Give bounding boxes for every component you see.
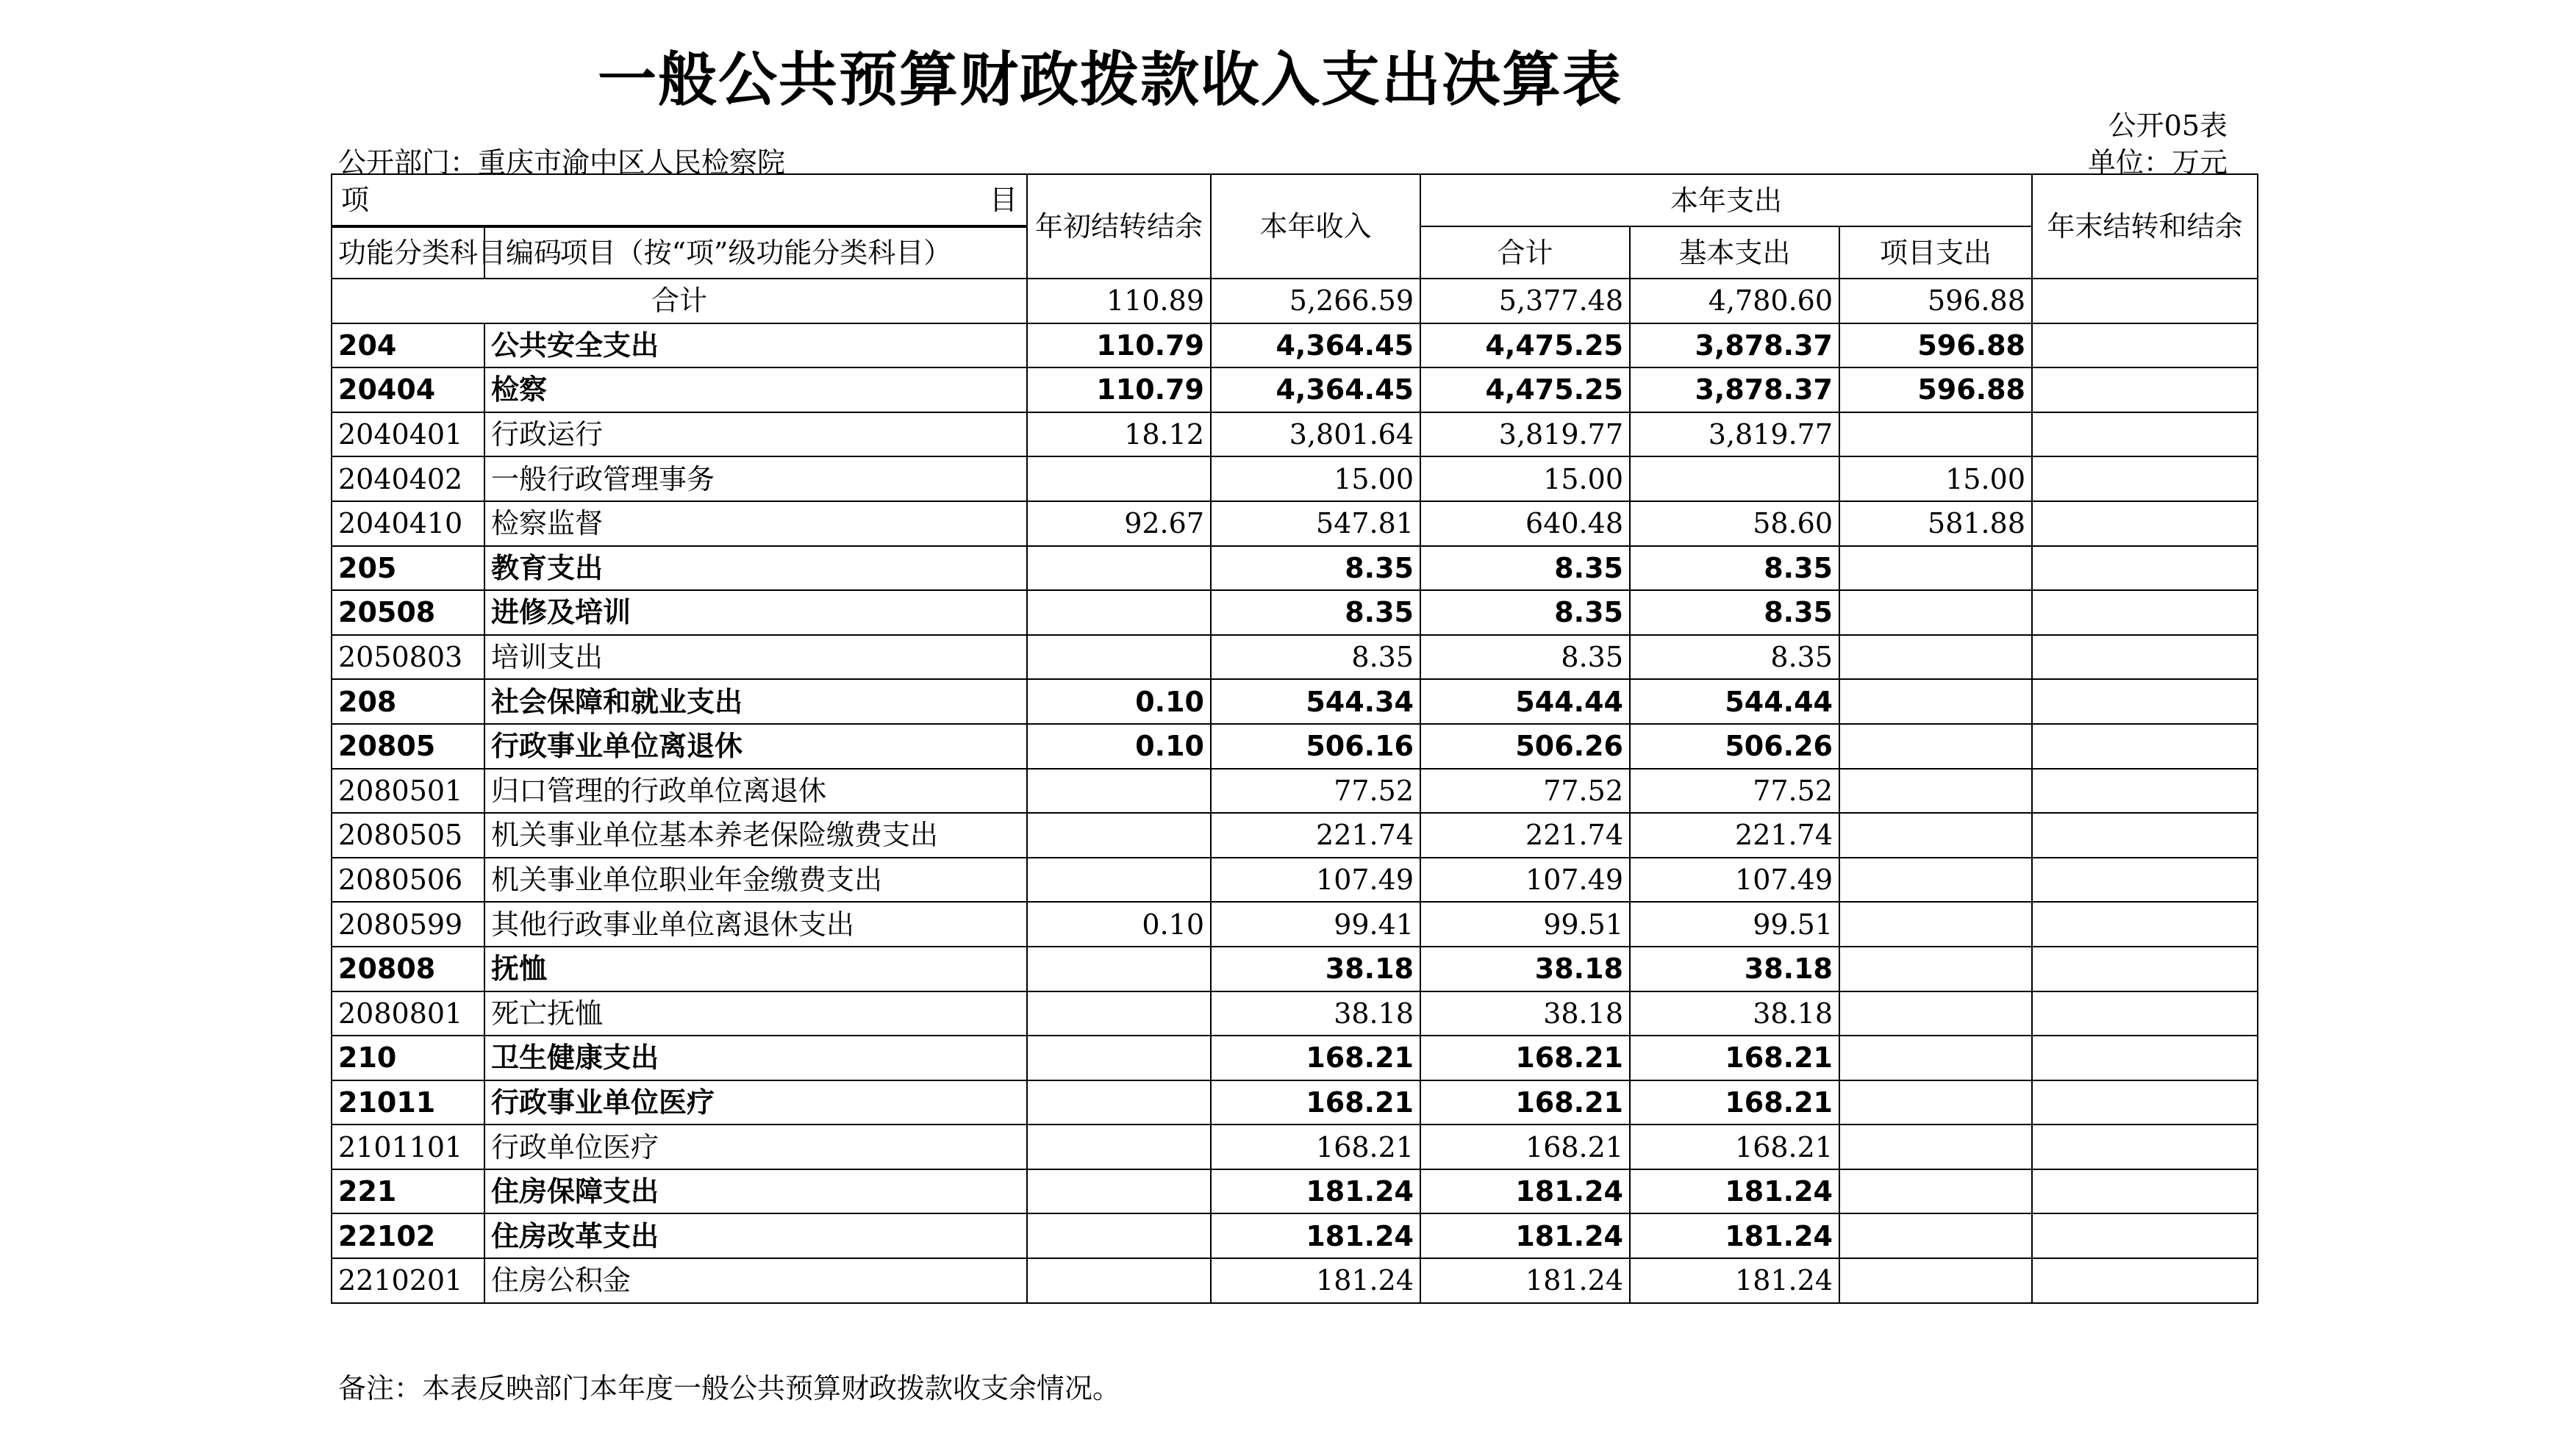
row-name: 住房公积金 [484, 1258, 1027, 1303]
row-end [2032, 724, 2258, 769]
row-project [1839, 546, 2032, 591]
row-total: 168.21 [1420, 1124, 1630, 1169]
row-total: 4,475.25 [1420, 323, 1630, 368]
row-total: 168.21 [1420, 1036, 1630, 1080]
row-end [2032, 1124, 2258, 1169]
header-end-balance: 年末结转和结余 [2032, 174, 2258, 279]
row-code: 2080599 [332, 902, 484, 947]
header-begin-balance: 年初结转结余 [1027, 174, 1211, 279]
row-basic: 8.35 [1630, 546, 1839, 591]
row-end [2032, 902, 2258, 947]
row-income: 506.16 [1211, 724, 1420, 769]
row-basic: 8.35 [1630, 635, 1839, 680]
row-begin [1027, 456, 1211, 501]
row-begin: 0.10 [1027, 902, 1211, 947]
table-row [332, 991, 2258, 1036]
row-basic: 77.52 [1630, 769, 1839, 814]
row-project [1839, 1213, 2032, 1258]
row-project: 15.00 [1839, 456, 2032, 501]
row-name: 培训支出 [484, 635, 1027, 680]
row-basic: 181.24 [1630, 1169, 1839, 1214]
row-basic: 3,878.37 [1630, 367, 1839, 412]
row-total: 181.24 [1420, 1213, 1630, 1258]
row-income: 181.24 [1211, 1213, 1420, 1258]
header-basic: 基本支出 [1630, 226, 1839, 279]
row-end [2032, 991, 2258, 1036]
total-row [332, 279, 2258, 323]
row-name: 死亡抚恤 [484, 991, 1027, 1036]
row-begin [1027, 947, 1211, 991]
row-end [2032, 546, 2258, 591]
row-total: 107.49 [1420, 858, 1630, 903]
row-income: 544.34 [1211, 679, 1420, 724]
row-end [2032, 769, 2258, 814]
row-project [1839, 1169, 2032, 1214]
row-code: 20808 [332, 947, 484, 991]
row-project [1839, 1080, 2032, 1125]
row-begin: 0.10 [1027, 679, 1211, 724]
row-income: 168.21 [1211, 1036, 1420, 1080]
row-begin [1027, 1080, 1211, 1125]
row-code: 204 [332, 323, 484, 368]
row-begin [1027, 546, 1211, 591]
row-basic: 99.51 [1630, 902, 1839, 947]
row-begin [1027, 1124, 1211, 1169]
table-row [332, 858, 2258, 903]
row-project [1839, 813, 2032, 858]
table-row [332, 590, 2258, 635]
row-basic: 168.21 [1630, 1036, 1839, 1080]
table-row [332, 412, 2258, 457]
row-income: 3,801.64 [1211, 412, 1420, 457]
row-end [2032, 635, 2258, 680]
row-project [1839, 769, 2032, 814]
row-code: 208 [332, 679, 484, 724]
row-code: 20404 [332, 367, 484, 412]
row-end [2032, 679, 2258, 724]
department-label: 公开部门：重庆市渝中区人民检察院 [338, 146, 786, 179]
budget-table [331, 173, 2258, 1304]
row-begin [1027, 635, 1211, 680]
row-total: 506.26 [1420, 724, 1630, 769]
row-basic: 3,878.37 [1630, 323, 1839, 368]
row-code: 21011 [332, 1080, 484, 1125]
row-begin [1027, 1213, 1211, 1258]
table-row [332, 1036, 2258, 1080]
row-begin [1027, 858, 1211, 903]
row-basic: 58.60 [1630, 501, 1839, 546]
row-code: 20805 [332, 724, 484, 769]
page-title: 一般公共预算财政拨款收入支出决算表 [598, 46, 1622, 114]
row-basic: 38.18 [1630, 991, 1839, 1036]
row-income: 168.21 [1211, 1124, 1420, 1169]
row-begin [1027, 1036, 1211, 1080]
row-income: 168.21 [1211, 1080, 1420, 1125]
row-income: 221.74 [1211, 813, 1420, 858]
table-row [332, 635, 2258, 680]
row-income: 8.35 [1211, 590, 1420, 635]
row-income: 4,364.45 [1211, 367, 1420, 412]
row-income: 547.81 [1211, 501, 1420, 546]
header-xiang: 项 [341, 184, 370, 216]
total-income: 5,266.59 [1211, 279, 1420, 323]
row-code: 210 [332, 1036, 484, 1080]
total-label: 合计 [332, 279, 1027, 323]
row-name: 检察监督 [484, 501, 1027, 546]
row-code: 221 [332, 1169, 484, 1214]
row-basic: 38.18 [1630, 947, 1839, 991]
row-project [1839, 902, 2032, 947]
total-end [2032, 279, 2258, 323]
row-name: 抚恤 [484, 947, 1027, 991]
row-total: 8.35 [1420, 546, 1630, 591]
table-row [332, 546, 2258, 591]
row-begin [1027, 813, 1211, 858]
table-row [332, 724, 2258, 769]
header-code: 功能分类科目编码 [332, 226, 484, 279]
row-code: 22102 [332, 1213, 484, 1258]
row-end [2032, 1080, 2258, 1125]
row-project [1839, 590, 2032, 635]
row-income: 107.49 [1211, 858, 1420, 903]
row-basic: 506.26 [1630, 724, 1839, 769]
row-code: 205 [332, 546, 484, 591]
row-code: 2040401 [332, 412, 484, 457]
row-total: 15.00 [1420, 456, 1630, 501]
row-end [2032, 590, 2258, 635]
row-begin: 92.67 [1027, 501, 1211, 546]
header-total: 合计 [1420, 226, 1630, 279]
row-name: 社会保障和就业支出 [484, 679, 1027, 724]
row-total: 99.51 [1420, 902, 1630, 947]
row-total: 8.35 [1420, 590, 1630, 635]
table-row [332, 769, 2258, 814]
row-name: 行政单位医疗 [484, 1124, 1027, 1169]
row-income: 181.24 [1211, 1169, 1420, 1214]
row-end [2032, 501, 2258, 546]
total-basic: 4,780.60 [1630, 279, 1839, 323]
row-begin [1027, 1258, 1211, 1303]
row-total: 168.21 [1420, 1080, 1630, 1125]
row-name: 卫生健康支出 [484, 1036, 1027, 1080]
row-begin: 18.12 [1027, 412, 1211, 457]
row-income: 38.18 [1211, 947, 1420, 991]
row-basic: 168.21 [1630, 1124, 1839, 1169]
row-project [1839, 991, 2032, 1036]
row-name: 行政事业单位离退休 [484, 724, 1027, 769]
row-project [1839, 858, 2032, 903]
row-income: 8.35 [1211, 546, 1420, 591]
row-income: 99.41 [1211, 902, 1420, 947]
row-income: 181.24 [1211, 1258, 1420, 1303]
row-name: 行政运行 [484, 412, 1027, 457]
row-total: 3,819.77 [1420, 412, 1630, 457]
row-name: 一般行政管理事务 [484, 456, 1027, 501]
row-total: 640.48 [1420, 501, 1630, 546]
row-total: 38.18 [1420, 991, 1630, 1036]
row-basic: 544.44 [1630, 679, 1839, 724]
header-name: 项目（按“项”级功能分类科目） [484, 226, 1027, 279]
row-end [2032, 813, 2258, 858]
table-row [332, 501, 2258, 546]
table-row [332, 1080, 2258, 1125]
row-code: 2210201 [332, 1258, 484, 1303]
row-begin [1027, 1169, 1211, 1214]
row-name: 机关事业单位职业年金缴费支出 [484, 858, 1027, 903]
row-end [2032, 412, 2258, 457]
row-name: 行政事业单位医疗 [484, 1080, 1027, 1125]
row-basic: 221.74 [1630, 813, 1839, 858]
table-row [332, 456, 2258, 501]
row-project [1839, 679, 2032, 724]
row-total: 181.24 [1420, 1169, 1630, 1214]
header-project: 项目支出 [1839, 226, 2032, 279]
row-end [2032, 1258, 2258, 1303]
row-basic [1630, 456, 1839, 501]
header-row-1 [332, 174, 2258, 226]
row-name: 归口管理的行政单位离退休 [484, 769, 1027, 814]
row-code: 2040410 [332, 501, 484, 546]
header-income: 本年收入 [1211, 174, 1420, 279]
row-begin [1027, 769, 1211, 814]
row-end [2032, 323, 2258, 368]
row-name: 其他行政事业单位离退休支出 [484, 902, 1027, 947]
row-begin [1027, 991, 1211, 1036]
table-row [332, 679, 2258, 724]
row-project: 581.88 [1839, 501, 2032, 546]
table-row [332, 947, 2258, 991]
row-name: 住房改革支出 [484, 1213, 1027, 1258]
table-row [332, 367, 2258, 412]
row-basic: 3,819.77 [1630, 412, 1839, 457]
row-basic: 8.35 [1630, 590, 1839, 635]
header-expense-group: 本年支出 [1420, 174, 2032, 226]
total-project: 596.88 [1839, 279, 2032, 323]
row-code: 2080801 [332, 991, 484, 1036]
row-code: 2101101 [332, 1124, 484, 1169]
row-begin: 110.79 [1027, 367, 1211, 412]
row-project: 596.88 [1839, 367, 2032, 412]
row-code: 2080506 [332, 858, 484, 903]
row-end [2032, 1036, 2258, 1080]
row-end [2032, 947, 2258, 991]
row-project [1839, 947, 2032, 991]
row-end [2032, 858, 2258, 903]
row-income: 15.00 [1211, 456, 1420, 501]
row-income: 4,364.45 [1211, 323, 1420, 368]
row-project [1839, 1258, 2032, 1303]
table-row [332, 902, 2258, 947]
row-basic: 181.24 [1630, 1213, 1839, 1258]
table-row [332, 1213, 2258, 1258]
row-total: 8.35 [1420, 635, 1630, 680]
unit-label: 单位：万元 [2087, 146, 2228, 179]
row-project [1839, 1124, 2032, 1169]
row-project [1839, 1036, 2032, 1080]
row-end [2032, 367, 2258, 412]
row-total: 221.74 [1420, 813, 1630, 858]
table-row [332, 323, 2258, 368]
row-total: 544.44 [1420, 679, 1630, 724]
row-basic: 107.49 [1630, 858, 1839, 903]
row-total: 4,475.25 [1420, 367, 1630, 412]
row-project [1839, 412, 2032, 457]
row-name: 机关事业单位基本养老保险缴费支出 [484, 813, 1027, 858]
row-end [2032, 456, 2258, 501]
row-basic: 168.21 [1630, 1080, 1839, 1125]
total-begin: 110.89 [1027, 279, 1211, 323]
row-total: 38.18 [1420, 947, 1630, 991]
header-xiangmu [332, 174, 1027, 226]
total-total: 5,377.48 [1420, 279, 1630, 323]
table-row [332, 1169, 2258, 1214]
row-name: 住房保障支出 [484, 1169, 1027, 1214]
row-code: 2080505 [332, 813, 484, 858]
row-code: 2080501 [332, 769, 484, 814]
row-project: 596.88 [1839, 323, 2032, 368]
row-begin [1027, 590, 1211, 635]
row-project [1839, 635, 2032, 680]
row-income: 8.35 [1211, 635, 1420, 680]
row-income: 77.52 [1211, 769, 1420, 814]
row-begin: 0.10 [1027, 724, 1211, 769]
row-code: 2050803 [332, 635, 484, 680]
footnote: 备注：本表反映部门本年度一般公共预算财政拨款收支余情况。 [338, 1372, 1121, 1405]
row-name: 检察 [484, 367, 1027, 412]
row-total: 77.52 [1420, 769, 1630, 814]
row-income: 38.18 [1211, 991, 1420, 1036]
row-code: 2040402 [332, 456, 484, 501]
row-begin: 110.79 [1027, 323, 1211, 368]
row-end [2032, 1169, 2258, 1214]
row-end [2032, 1213, 2258, 1258]
table-number: 公开05表 [2108, 110, 2228, 142]
row-code: 20508 [332, 590, 484, 635]
header-mu: 目 [989, 184, 1017, 216]
row-total: 181.24 [1420, 1258, 1630, 1303]
row-basic: 181.24 [1630, 1258, 1839, 1303]
row-name: 进修及培训 [484, 590, 1027, 635]
table-row [332, 1258, 2258, 1303]
row-name: 公共安全支出 [484, 323, 1027, 368]
row-name: 教育支出 [484, 546, 1027, 591]
row-project [1839, 724, 2032, 769]
table-row [332, 1124, 2258, 1169]
table-row [332, 813, 2258, 858]
